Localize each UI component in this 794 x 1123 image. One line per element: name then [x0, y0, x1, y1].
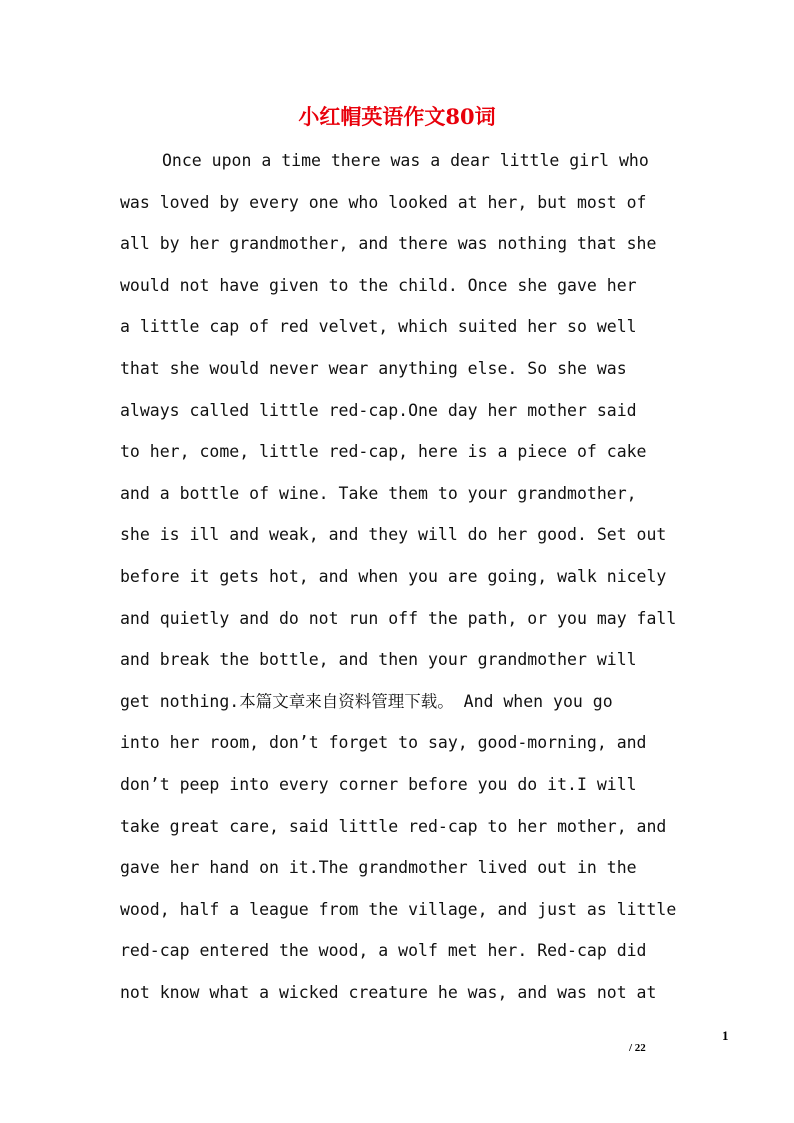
body-line: get nothing.本篇文章来自资料管理下载。 And when you go: [120, 691, 613, 711]
body-line: take great care, said little red-cap to her mother, and: [120, 816, 667, 836]
body-line: that she would never wear anything else. So she was: [120, 358, 627, 378]
page-total: / 22: [629, 1042, 646, 1054]
body-line: would not have given to the child. Once she gave her: [120, 275, 637, 295]
body-line: don’t peep into every corner before you do it.I will: [120, 774, 637, 794]
body-line: Once upon a time there was a dear little girl who: [162, 151, 649, 170]
body-line: all by her grandmother, and there was nothing that she: [120, 234, 657, 254]
body-line: and break the bottle, and then your grandmother will: [120, 650, 637, 670]
body-line: into her room, don’t forget to say, good-morning, and: [120, 733, 647, 753]
body-line: red-cap entered the wood, a wolf met her. Red-cap did: [120, 941, 647, 961]
body-line: wood, half a league from the village, and just as little: [120, 899, 677, 919]
body-line: before it gets hot, and when you are going, walk nicely: [120, 566, 667, 586]
body-line: was loved by every one who looked at her, but most of: [120, 192, 647, 212]
body-line: not know what a wicked creature he was, and was not at: [120, 982, 657, 1002]
body-line: and a bottle of wine. Take them to your grandmother,: [120, 483, 637, 503]
body-line: a little cap of red velvet, which suited her so well: [120, 317, 637, 337]
body-line: and quietly and do not run off the path, or you may fall: [120, 608, 677, 628]
page-number: 1: [722, 1028, 729, 1043]
body-line: she is ill and weak, and they will do her good. Set out: [120, 525, 667, 545]
body-line: gave her hand on it.The grandmother lived out in the: [120, 858, 637, 878]
document-title: 小红帽英语作文80词: [298, 104, 496, 129]
document-body: [120, 140, 700, 1013]
body-line: always called little red-cap.One day her mother said: [120, 400, 637, 420]
body-line: to her, come, little red-cap, here is a piece of cake: [120, 442, 647, 462]
